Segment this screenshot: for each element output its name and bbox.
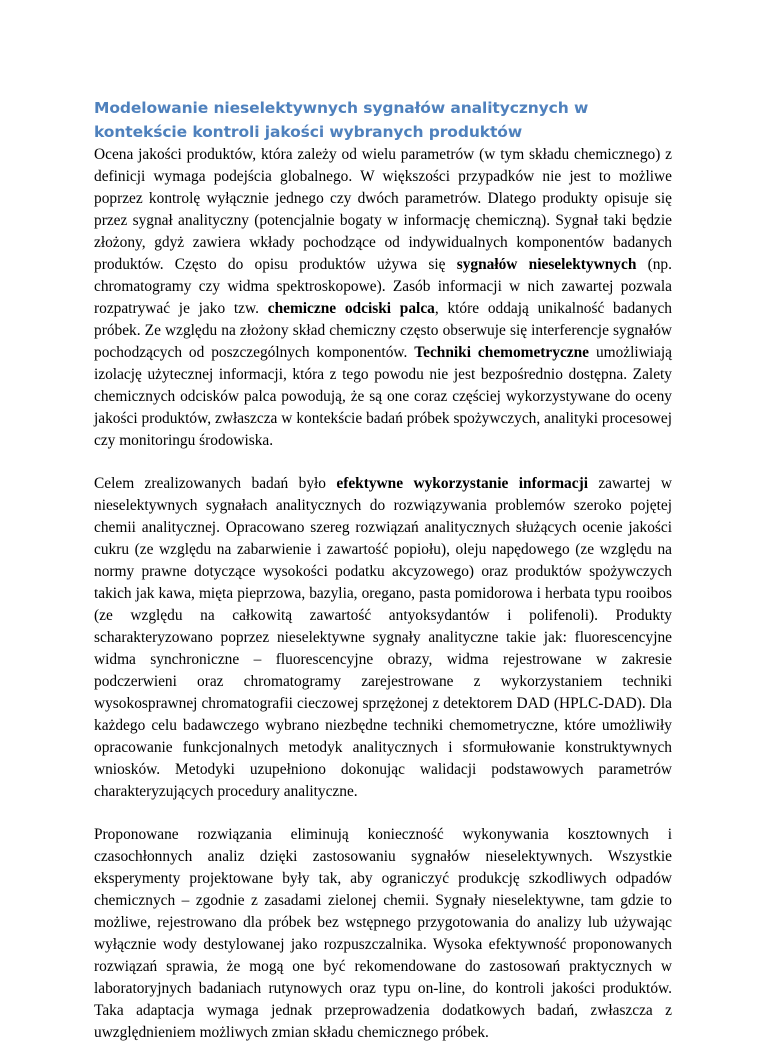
- document-body: [94, 144, 672, 1044]
- paragraph: [94, 144, 672, 452]
- document-page: [94, 96, 672, 1044]
- bold-term: Techniki chemometryczne: [414, 344, 590, 361]
- bold-term: chemiczne odciski palca: [267, 300, 435, 317]
- text-run: , które oddają unikalność badanych próbek. Ze względu na złożony skład chemiczny często obserwuje się interferencje sygnałów pochodzących od poszczególnych komponentów.: [94, 300, 673, 361]
- text-run: zawartej w nieselektywnych sygnałach analitycznych do rozwiązywania problemów szeroko pojętej chemii analitycznej. Opracowano szereg rozwiązań analitycznych służących ocenie jakości cukru (ze względu na zabarwienie i zawartość popiołu), oleju napędowego (ze względu na normy prawne dotyczące wysokości podatku akcyzowego) oraz produktów spożywczych takich jak kawa, mięta pieprzowa, bazylia, oregano, pasta pomidorowa i herbata typu rooibos (ze względu na całkowitą zawartość antyoksydantów i polifenoli). Produkty scharakteryzowano poprzez nieselektywne sygnały analityczne takie jak: fluorescencyjne widma synchroniczne – fluorescencyjne obrazy, widma rejestrowane w zakresie podczerwieni oraz chromatogramy zarejestrowane z wykorzystaniem techniki wysokosprawnej chromatografii cieczowej sprzężonej z detektorem DAD (HPLC-DAD). Dla każdego celu badawczego wybrano niezbędne techniki chemometryczne, które umożliwiły opracowanie funkcjonalnych metodyk analitycznych i sformułowanie konstruktywnych wniosków. Metodyki uzupełniono dokonując walidacji podstawowych parametrów charakteryzujących procedury analityczne.: [94, 475, 672, 800]
- text-run: Celem zrealizowanych badań było: [94, 475, 337, 492]
- document-title: Modelowanie nieselektywnych sygnałów analitycznych w kontekście kontroli jakości wybranych produktów: [94, 99, 589, 141]
- bold-term: sygnałów nieselektywnych: [456, 256, 637, 273]
- paragraph: [94, 824, 672, 1044]
- text-run: umożliwiają izolację użytecznej informacji, która z tego powodu nie jest bezpośrednio dostępna. Zalety chemicznych odcisków palca powodują, że są one coraz częściej wykorzystywane do oceny jakości produktów, zwłaszcza w kontekście badań próbek spożywczych, analityki procesowej czy monitoringu środowiska.: [94, 344, 673, 449]
- text-run: Proponowane rozwiązania eliminują konieczność wykonywania kosztownych i czasochłonnych analiz dzięki zastosowaniu sygnałów nieselektywnych. Wszystkie eksperymenty projektowane były tak, aby ograniczyć produkcję szkodliwych odpadów chemicznych – zgodnie z zasadami zielonej chemii. Sygnały nieselektywne, tam gdzie to możliwe, rejestrowano dla próbek bez wstępnego przygotowania do analizy lub używając wyłącznie wody destylowanej jako rozpuszczalnika. Wysoka efektywność proponowanych rozwiązań sprawia, że mogą one być rekomendowane do zastosowań praktycznych w laboratoryjnych badaniach rutynowych oraz typu on-line, do kontroli jakości produktów. Taka adaptacja wymaga jednak przeprowadzenia dodatkowych badań, zwłaszcza z uwzględnieniem możliwych zmian składu chemicznego próbek.: [94, 826, 672, 1041]
- text-run: (np. chromatogramy czy widma spektroskopowe). Zasób informacji w nich zawartej pozwala rozpatrywać je jako tzw.: [94, 256, 672, 317]
- bold-term: efektywne wykorzystanie informacji: [336, 475, 588, 492]
- paragraph: [94, 473, 672, 803]
- text-run: Ocena jakości produktów, która zależy od wielu parametrów (w tym składu chemicznego) z definicji wymaga podejścia globalnego. W większości przypadków nie jest to możliwe poprzez kontrolę wyłącznie jednego czy dwóch parametrów. Dlatego produkty opisuje się przez sygnał analityczny (potencjalnie bogaty w informację chemiczną). Sygnał taki będzie złożony, gdyż zawiera wkłady pochodzące od indywidualnych komponentów badanych produktów. Często do opisu produktów używa się: [94, 146, 672, 273]
